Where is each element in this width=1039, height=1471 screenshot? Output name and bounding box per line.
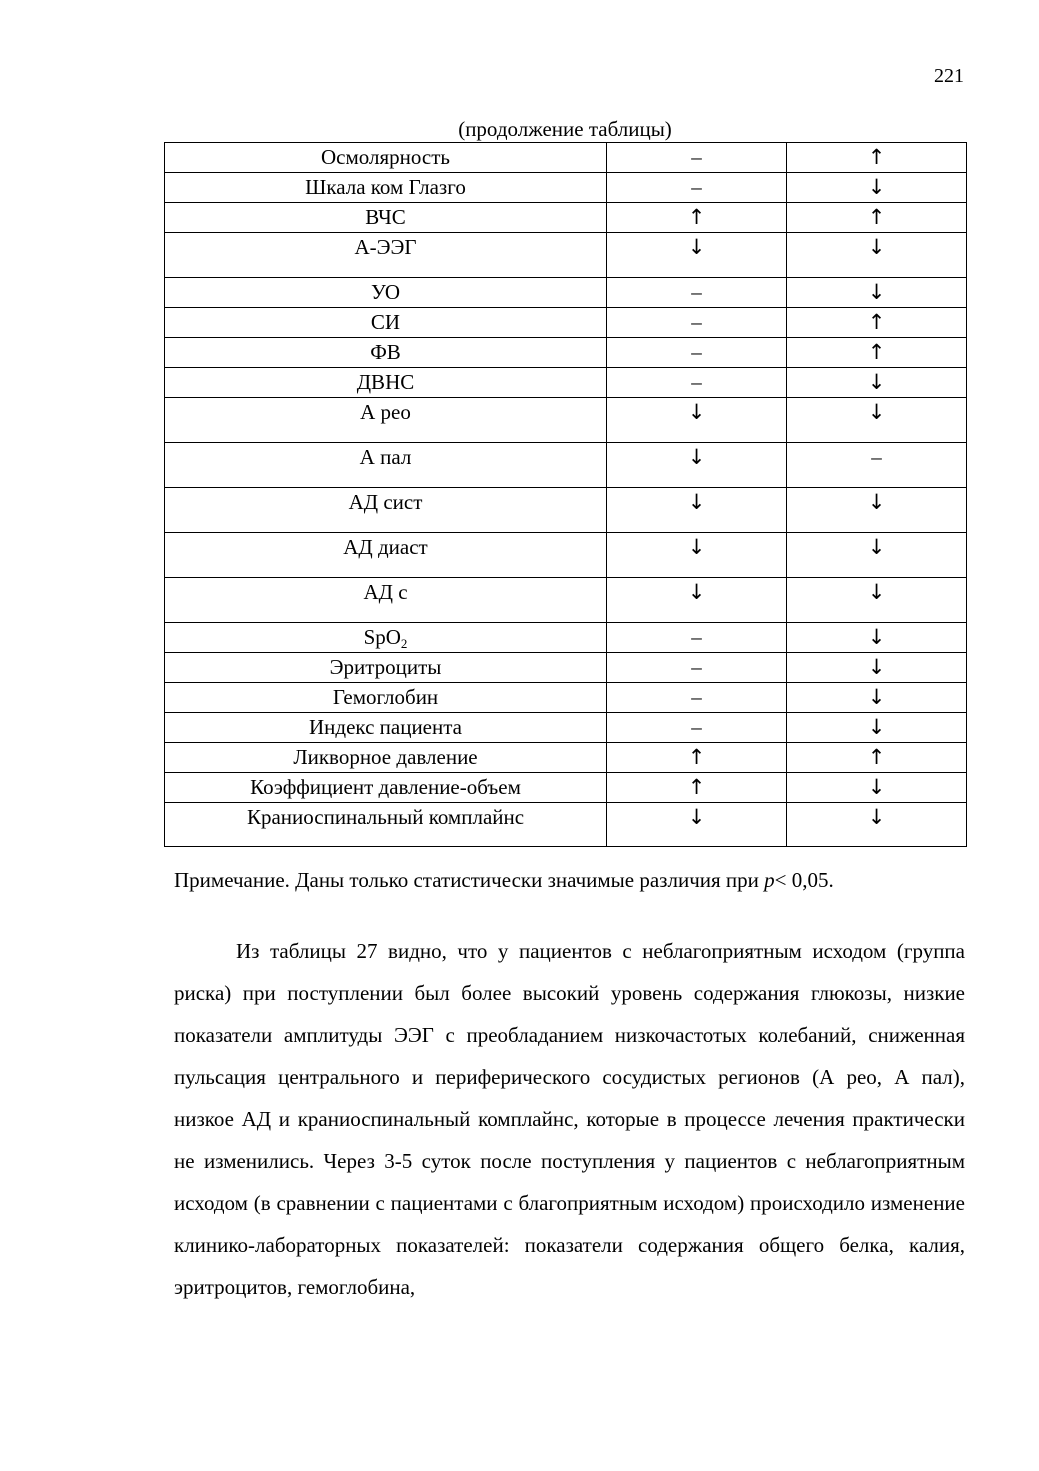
change-mark: ↓ xyxy=(607,398,787,443)
table-row xyxy=(165,773,967,803)
indicator-name: А рео xyxy=(165,398,607,443)
indicator-name-base: SpO xyxy=(363,625,401,649)
change-mark: – xyxy=(607,653,787,683)
change-mark: ↑ xyxy=(607,743,787,773)
indicator-name: УО xyxy=(165,278,607,308)
change-mark: ↓ xyxy=(787,683,967,713)
indicator-name: Индекс пациента xyxy=(165,713,607,743)
change-mark: ↓ xyxy=(787,233,967,278)
change-mark: – xyxy=(607,308,787,338)
change-mark: ↓ xyxy=(607,578,787,623)
change-mark: – xyxy=(607,278,787,308)
change-mark: – xyxy=(607,143,787,173)
change-mark: – xyxy=(607,713,787,743)
table-row xyxy=(165,623,967,653)
indicator-name: АД с xyxy=(165,578,607,623)
change-mark: ↓ xyxy=(787,623,967,653)
change-mark: ↓ xyxy=(787,278,967,308)
indicator-name: ДВНС xyxy=(165,368,607,398)
change-mark: ↑ xyxy=(787,143,967,173)
indicator-name: Ликворное давление xyxy=(165,743,607,773)
change-mark: – xyxy=(607,623,787,653)
table-row xyxy=(165,398,967,443)
table-row xyxy=(165,683,967,713)
indicator-name: А-ЭЭГ xyxy=(165,233,607,278)
table-note xyxy=(174,866,974,894)
indicator-name: Эритроциты xyxy=(165,653,607,683)
indicator-name: Коэффициент давление-объем xyxy=(165,773,607,803)
indicator-name: СИ xyxy=(165,308,607,338)
table-row xyxy=(165,533,967,578)
table-row xyxy=(165,713,967,743)
change-mark: – xyxy=(607,338,787,368)
change-mark: ↓ xyxy=(607,488,787,533)
table-row xyxy=(165,653,967,683)
indicator-name: Шкала ком Глазго xyxy=(165,173,607,203)
change-mark: ↑ xyxy=(787,743,967,773)
change-mark: ↓ xyxy=(787,488,967,533)
change-mark: ↓ xyxy=(787,368,967,398)
change-mark: ↓ xyxy=(787,653,967,683)
indicator-name: ФВ xyxy=(165,338,607,368)
table-row xyxy=(165,743,967,773)
change-mark: – xyxy=(787,443,967,488)
change-mark: ↓ xyxy=(787,713,967,743)
change-mark: ↑ xyxy=(787,338,967,368)
table-row xyxy=(165,233,967,278)
change-mark: ↓ xyxy=(787,533,967,578)
note-threshold: < 0,05. xyxy=(774,868,834,892)
table-row xyxy=(165,338,967,368)
change-mark: ↓ xyxy=(787,578,967,623)
indicator-name-subscript: 2 xyxy=(400,636,408,651)
table-row xyxy=(165,278,967,308)
indicator-name: Осмолярность xyxy=(165,143,607,173)
change-mark: ↓ xyxy=(787,773,967,803)
indicator-name: ВЧС xyxy=(165,203,607,233)
table-row xyxy=(165,578,967,623)
table-row xyxy=(165,488,967,533)
table-caption: (продолжение таблицы) xyxy=(458,117,672,141)
change-mark: ↑ xyxy=(607,203,787,233)
table-row xyxy=(165,143,967,173)
change-mark: ↓ xyxy=(787,173,967,203)
change-mark: ↓ xyxy=(787,803,967,847)
note-text: Примечание. Даны только статистически значимые различия при xyxy=(174,868,765,892)
change-mark: ↓ xyxy=(607,233,787,278)
indicator-name: Гемоглобин xyxy=(165,683,607,713)
table-row xyxy=(165,443,967,488)
indicator-name: Краниоспинальный комплайнс xyxy=(165,803,607,847)
page-number: 221 xyxy=(934,65,964,87)
change-mark: ↑ xyxy=(607,773,787,803)
table-row xyxy=(165,368,967,398)
indicator-name: А пал xyxy=(165,443,607,488)
indicator-name xyxy=(165,623,607,653)
change-mark: – xyxy=(607,368,787,398)
change-mark: ↓ xyxy=(607,443,787,488)
change-mark: ↑ xyxy=(787,308,967,338)
indicator-name: АД диаст xyxy=(165,533,607,578)
indicator-name: АД сист xyxy=(165,488,607,533)
results-table xyxy=(164,142,967,847)
body-paragraph: Из таблицы 27 видно, что у пациентов с неблагоприятным исходом (группа риска) при поступлении был более высокий уровень содержания глюкозы, низкие показатели амплитуды ЭЭГ с преобладанием низкочастотых колебаний, сниженная пульсация центрального и периферического сосудистых регионов (А рео, А пал), низкое АД и краниоспинальный комплайнс, которые в процессе лечения практически не изменились. Через 3-5 суток после поступления у пациентов с неблагоприятным исходом (в сравнении с пациентами с благоприятным исходом) происходило изменение клинико-лабораторных показателей: показатели содержания общего белка, калия, эритроцитов, гемоглобина, xyxy=(174,939,965,1299)
change-mark: – xyxy=(607,683,787,713)
table-row xyxy=(165,173,967,203)
change-mark: ↓ xyxy=(607,803,787,847)
table-row xyxy=(165,308,967,338)
table-row xyxy=(165,203,967,233)
note-p-symbol: p xyxy=(764,868,775,892)
change-mark: – xyxy=(607,173,787,203)
change-mark: ↓ xyxy=(607,533,787,578)
table-row xyxy=(165,803,967,847)
change-mark: ↑ xyxy=(787,203,967,233)
body-text xyxy=(174,930,965,1308)
change-mark: ↓ xyxy=(787,398,967,443)
